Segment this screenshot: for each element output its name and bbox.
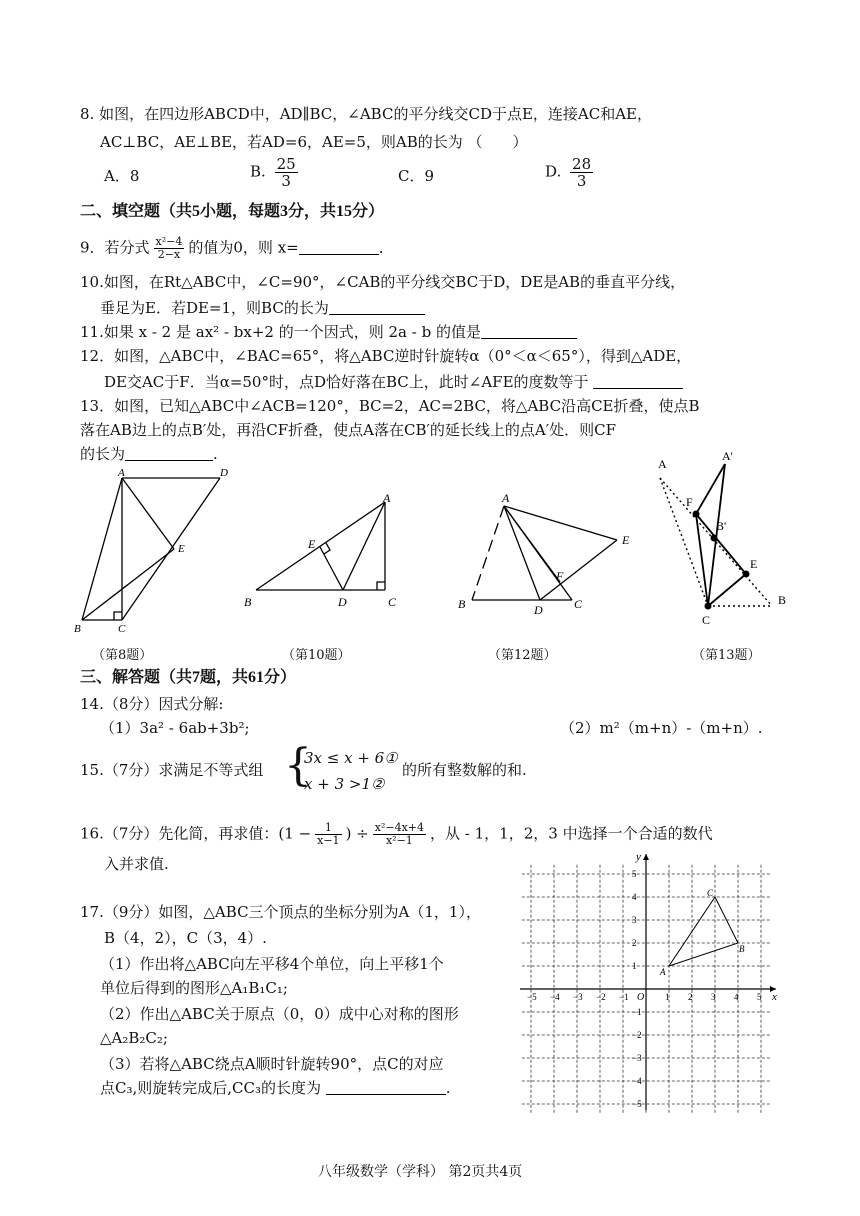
q16-line1 [80, 822, 713, 847]
grid-point-label-c: C [707, 888, 714, 898]
q12-answer-blank[interactable] [593, 374, 683, 389]
q13-line2: 落在AB边上的点B′处，再沿CF折叠，使点A落在CB′的延长线上的点A′处．则CF [80, 421, 617, 439]
y-tick-label: 5 [632, 869, 637, 879]
q14-head: 14.（8分）因式分解: [80, 695, 224, 713]
y-tick-label: 4 [632, 892, 637, 902]
y-tick-label: −1 [632, 1007, 642, 1017]
section-2-heading: 二、填空题（共5小题，每题3分，共15分） [80, 203, 385, 220]
caption-fig10: （第10题） [282, 648, 351, 663]
q16-frac2-den: x²−1 [385, 834, 413, 847]
axes [520, 854, 776, 1110]
q9-num: x²−4 [155, 235, 183, 248]
q17-line4: 单位后得到的图形△A₁B₁C₁; [100, 979, 288, 997]
q11-answer-blank[interactable] [481, 324, 577, 339]
q8-option-d-den: 3 [576, 172, 587, 190]
x-tick-label: 1 [665, 992, 670, 1002]
fig13-label-f: F [686, 495, 693, 509]
x-tick-label: 4 [734, 992, 739, 1002]
figure-10 [240, 492, 410, 612]
q15-suffix: 的所有整数解的和. [402, 761, 527, 779]
q8-line1: 8. 如图，在四边形ABCD中，AD∥BC，∠ABC的平分线交CD于点E，连接AC和AE， [80, 105, 653, 123]
y-tick-label: 3 [632, 915, 637, 925]
fig12-label-c: C [574, 597, 583, 611]
q16-expr-b: ) ÷ [345, 824, 369, 843]
y-axis-label: y [636, 851, 641, 863]
fig10-label-c: C [388, 595, 397, 609]
caption-fig8: （第8题） [92, 648, 153, 663]
fig10-label-d: D [338, 595, 347, 609]
fig13-label-e: E [750, 557, 758, 571]
q8-option-a: A．8 [104, 167, 140, 185]
y-axis-arrow-icon [643, 854, 649, 860]
fig13-label-a-prime: A' [722, 449, 733, 463]
x-tick-label: −5 [527, 992, 537, 1002]
q8-line2: AC⊥BC，AE⊥BE，若AD=6，AE=5，则AB的长为 （ ） [100, 133, 528, 151]
y-tick-label: 1 [632, 961, 637, 971]
fig10-label-e: E [308, 537, 316, 551]
q15-prefix: 15.（7分）求满足不等式组 [80, 761, 264, 779]
q13-line3: 的长为 . [80, 445, 218, 463]
q17-line8-text: 点C₃,则旋转完成后,CC₃的长度为 [100, 1079, 321, 1097]
fig12-label-d: D [534, 603, 543, 616]
fig13-label-b-prime: B' [716, 519, 727, 533]
fig8-label-e: E [178, 543, 185, 555]
q17-answer-blank[interactable] [326, 1080, 446, 1095]
fig10-label-b: B [244, 595, 252, 609]
fig8-label-b: B [74, 623, 81, 635]
q12-line1: 12．如图，△ABC中，∠BAC=65°，将△ABC逆时针旋转α（0°＜α＜65°），得到△ADE， [80, 347, 692, 365]
x-tick-label: −4 [550, 992, 560, 1002]
q13-line1: 13．如图，已知△ABC中∠ACB=120°，BC=2，AC=2BC，将△ABC沿高CE折叠，使点B [80, 397, 700, 415]
fig13-label-c: C [702, 613, 711, 627]
grid-point-label-a: A [660, 967, 666, 977]
q15-inequality-2: x + 3 >1② [304, 775, 385, 793]
q10-line2 [100, 298, 425, 318]
caption-fig13: （第13题） [692, 648, 761, 663]
x-tick-label: 5 [757, 992, 762, 1002]
q17-line1: 17.（9分）如图，△ABC三个顶点的坐标分别为A（1，1）， [80, 903, 481, 921]
q8-option-b-num: 25 [276, 155, 296, 173]
q12-line2-text: DE交AC于F．当α=50°时，点D恰好落在BC上，此时∠AFE的度数等于 [104, 373, 589, 391]
figure-12 [452, 486, 642, 616]
page-footer: 八年级数学（学科） 第2页共4页 [318, 1164, 523, 1180]
x-tick-label: −2 [596, 992, 606, 1002]
q8-option-c: C．9 [398, 167, 435, 185]
caption-fig12: （第12题） [488, 648, 557, 663]
q14-part1: （1）3a² - 6ab+3b²; [100, 719, 250, 737]
q11 [80, 322, 577, 342]
q8-option-b [250, 156, 302, 189]
q9-prefix: 9．若分式 [80, 238, 150, 257]
y-tick-label: −4 [632, 1076, 642, 1086]
fig12-label-b: B [458, 597, 466, 611]
q10-answer-blank[interactable] [329, 300, 425, 315]
q13-answer-blank[interactable] [125, 446, 213, 461]
section-3-heading: 三、解答题（共7题，共61分） [80, 669, 297, 686]
y-tick-label: −2 [632, 1030, 642, 1040]
q13-line3-text: 的长为 [80, 445, 126, 463]
q16-frac1-den: x−1 [317, 834, 340, 847]
fig8-label-a: A [118, 468, 125, 479]
q8-option-d-label: D. [545, 162, 562, 181]
q17-line7: （3）若将△ABC绕点A顺时针旋转90°，点C的对应 [100, 1055, 444, 1073]
q14-part2: （2）m²（m+n）-（m+n）. [560, 719, 763, 737]
fig13-label-b: B [778, 593, 787, 607]
q9-answer-blank[interactable] [299, 240, 379, 255]
q8-option-d [545, 156, 597, 189]
q9-den: 2−x [157, 248, 181, 261]
q11-text: 11.如果 x - 2 是 ax² - bx+2 的一个因式，则 2a - b 的值是 [80, 323, 481, 341]
origin-label: O [637, 992, 645, 1003]
q8-option-b-label: B. [250, 162, 266, 181]
q16-expr-a: (1 − [278, 824, 312, 843]
x-axis-label: x [772, 991, 777, 1003]
grid-point-label-b: B [739, 944, 745, 954]
fig8-label-c: C [118, 623, 126, 635]
q12-line2 [104, 372, 683, 392]
fig8-label-d: D [220, 468, 228, 479]
fig10-label-a: A [383, 492, 391, 505]
x-tick-label: −3 [573, 992, 583, 1002]
x-tick-label: −1 [619, 992, 629, 1002]
q8-option-b-den: 3 [281, 172, 291, 190]
fig12-label-a: A [502, 491, 510, 505]
q15-inequality-1: 3x ≤ x + 6① [304, 749, 398, 767]
q16-frac1-num: 1 [315, 822, 341, 835]
q16-line2: 入并求值. [104, 855, 169, 873]
y-tick-label: −3 [632, 1053, 642, 1063]
figure-8 [70, 468, 240, 640]
q16-suffix: ，从 - 1，1，2，3 中选择一个合适的数代 [430, 824, 713, 843]
figure-13 [650, 446, 800, 636]
fig12-label-e: E [622, 533, 630, 547]
q15-brace: { [284, 740, 312, 791]
q8-option-d-num: 28 [572, 155, 592, 173]
x-tick-label: 2 [688, 992, 693, 1002]
q9-suffix: 的值为0，则 x= [188, 238, 299, 257]
q9 [80, 236, 394, 261]
q17-line6: △A₂B₂C₂; [100, 1029, 168, 1047]
y-tick-label: 2 [632, 938, 637, 948]
coordinate-grid [518, 848, 784, 1114]
triangle-abc [669, 897, 738, 966]
q10-line2-text: 垂足为E．若DE=1，则BC的长为 [100, 299, 329, 317]
q17-line3: （1）作出将△ABC向左平移4个单位，向上平移1个 [100, 955, 444, 973]
q16-frac2-num: x²−4x+4 [374, 821, 425, 834]
y-tick-label: −5 [632, 1099, 642, 1109]
q17-line2: B（4，2），C（3，4）. [104, 929, 267, 947]
q17-line5: （2）作出△ABC关于原点（0，0）成中心对称的图形 [100, 1005, 459, 1023]
q10-line1: 10.如图，在Rt△ABC中，∠C=90°，∠CAB的平分线交BC于D，DE是AB的垂直平分线， [80, 273, 686, 291]
x-tick-label: 3 [711, 992, 716, 1002]
fig12-label-f: F [556, 569, 564, 583]
fig13-label-a: A [658, 457, 667, 471]
q17-line8: 点C₃,则旋转完成后,CC₃的长度为 . [100, 1079, 451, 1097]
q9-end: ． [378, 238, 394, 257]
q16-prefix: 16.（7分）先化简，再求值： [80, 824, 279, 843]
